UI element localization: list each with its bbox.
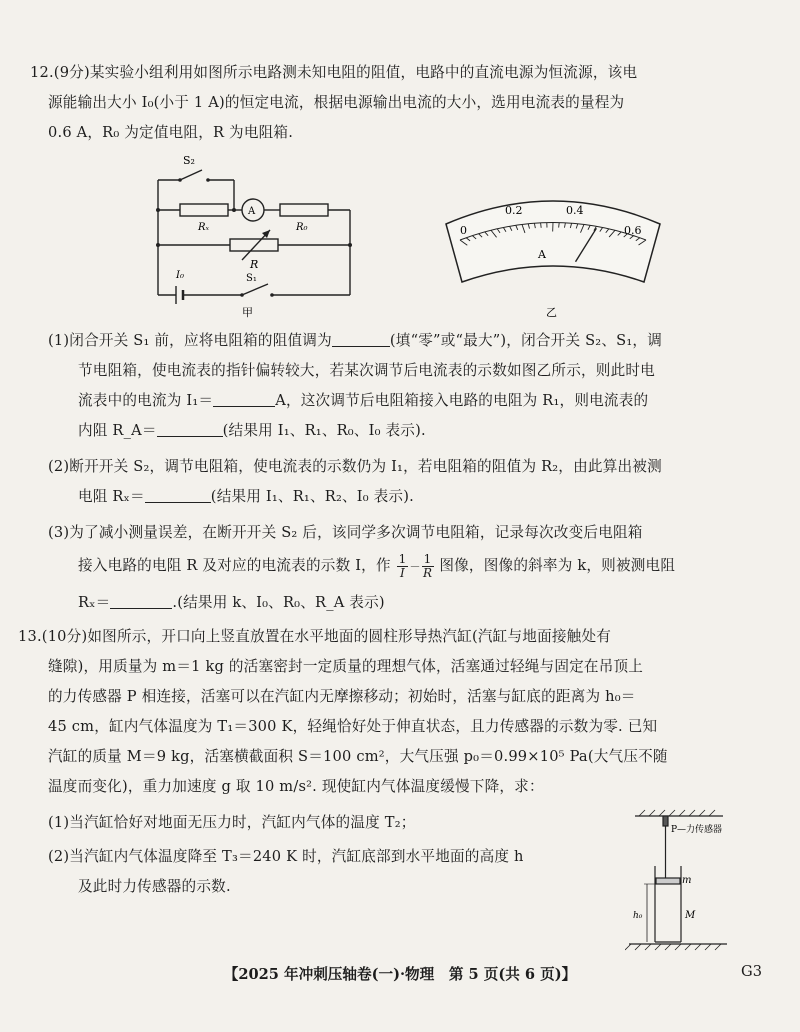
meter-tick-mark: [541, 223, 542, 228]
fraction-1-over-i: [397, 553, 409, 580]
frac-dash: －: [409, 560, 421, 573]
q12-part1-line-3: [78, 386, 772, 415]
frac2-num: 1: [423, 551, 432, 566]
answer-blank-3: [157, 422, 223, 437]
label-r: R: [250, 258, 259, 271]
label-s2: S₂: [183, 154, 195, 167]
label-p-sensor: P—力传感器: [671, 825, 723, 835]
q12-part2-line-2: [78, 482, 772, 511]
q12-stem-line-3: 0.6 A，R₀ 为定值电阻，R 为电阻箱.: [48, 124, 294, 141]
q12-part1-text-b: (填“零”或“最大”)，闭合开关 S₂、S₁，调: [389, 332, 662, 349]
q12-part1-text-f: (结果用 I₁、R₁、R₀、I₀ 表示).: [222, 422, 426, 439]
fraction-1-over-r: [422, 553, 434, 580]
q12-part3-line-1: (3)为了减小测量误差，在断开开关 S₂ 后，该同学多次调节电阻箱，记录每次改变后电阻箱: [48, 524, 643, 541]
q12-part2-text-b: (结果用 I₁、R₁、R₂、I₀ 表示).: [210, 488, 414, 505]
meter-unit: A: [538, 248, 546, 261]
q12-part1-line-4: [78, 416, 772, 445]
caption-yi: 乙: [546, 306, 557, 319]
q13-line-2: 缝隙)，用质量为 m＝1 kg 的活塞密封一定质量的理想气体，活塞通过轻绳与固定在吊顶上: [48, 658, 644, 675]
q12-part3-text-d: .(结果用 k、I₀、R₀、R_A 表示): [172, 594, 385, 611]
q12-stem-line-2: 源能输出大小 I₀(小于 1 A)的恒定电流，根据电源输出电流的大小，选用电流表的量程为: [48, 94, 625, 111]
meter-tick-2: 0.4: [566, 204, 584, 217]
meter-tick-3: 0.6: [624, 224, 642, 237]
label-cylinder-M: M: [685, 910, 696, 921]
meter-tick-mark: [559, 223, 560, 228]
q13-line-3: 的力传感器 P 相连接，活塞可以在汽缸内无摩擦移动；初始时，活塞与缸底的距离为 h₀＝: [48, 688, 636, 705]
label-s1: S₁: [246, 273, 257, 284]
paper-code: G3: [741, 963, 762, 980]
label-piston-m: m: [682, 875, 692, 886]
q13-line-4: 45 cm，缸内气体温度为 T₁＝300 K，轻绳恰好处于伸直状态，且力传感器的示数为零. 已知: [48, 718, 658, 735]
q13-sub-2: (2)当汽缸内气体温度降至 T₃＝240 K 时，汽缸底部到水平地面的高度 h: [48, 848, 524, 865]
q12-part2-text-a: 电阻 Rₓ＝: [78, 488, 145, 505]
caption-jia: 甲: [242, 306, 253, 319]
meter-tick-1: 0.2: [505, 204, 523, 217]
q12-part3-text-c: Rₓ＝: [78, 594, 111, 611]
q12-part1-line-2: 节电阻箱，使电流表的指针偏转较大，若某次调节后电流表的示数如图乙所示，则此时电: [78, 362, 655, 379]
answer-blank-4: [145, 488, 211, 503]
page-footer: 【2025 年冲刺压轴卷(一)·物理 第 5 页(共 6 页)】: [223, 966, 577, 983]
label-rx: Rₓ: [198, 222, 210, 233]
answer-blank-1: [332, 332, 390, 347]
frac1-num: 1: [398, 551, 407, 566]
q12-part1-line-1: [48, 326, 772, 355]
q13-line-6: 温度而变化)，重力加速度 g 取 10 m/s². 现使缸内气体温度缓慢下降，求：: [48, 778, 544, 795]
q12-part1-text-c: 流表中的电流为 I₁＝: [78, 392, 214, 409]
q13-sub-2b: 及此时力传感器的示数.: [78, 878, 231, 895]
q12-part1-text-e: 内阻 R_A＝: [78, 422, 157, 439]
q12-part3-text-a: 接入电路的电阻 R 及对应的电流表的示数 I，作: [78, 557, 391, 574]
q12-part1-text-a: (1)闭合开关 S₁ 前，应将电阻箱的阻值调为: [48, 332, 332, 349]
meter-tick-0: 0: [460, 224, 467, 237]
label-i0: I₀: [176, 270, 184, 281]
q12-part2-line-1: (2)断开开关 S₂，调节电阻箱，使电流表的示数仍为 I₁，若电阻箱的阻值为 R₂，由此算出被测: [48, 458, 662, 475]
frac2-den: R: [422, 565, 433, 580]
ammeter-dial: [438, 190, 668, 320]
answer-blank-5: [110, 594, 172, 609]
frac1-den: I: [400, 565, 405, 580]
q12-part3-line-2: [78, 551, 772, 581]
cylinder-figure: [625, 806, 775, 956]
q13-line-5: 汽缸的质量 M＝9 kg，活塞横截面积 S＝100 cm²，大气压强 p₀＝0.99×10⁵ Pa(大气压不随: [48, 748, 668, 765]
answer-blank-2: [213, 392, 275, 407]
circuit-diagram: [150, 150, 380, 320]
label-r0: R₀: [296, 222, 308, 233]
label-ammeter: A: [248, 206, 256, 217]
q13-sub-1: (1)当汽缸恰好对地面无压力时，汽缸内气体的温度 T₂；: [48, 814, 416, 831]
q12-part3-text-b: 图像，图像的斜率为 k，则被测电阻: [439, 557, 676, 574]
label-h0: h₀: [633, 911, 643, 921]
q12-part1-text-d: A，这次调节后电阻箱接入电路的电阻为 R₁，则电流表的: [275, 392, 649, 409]
q13-line-1: 13.(10分)如图所示，开口向上竖直放置在水平地面的圆柱形导热汽缸(汽缸与地面接触处有: [18, 628, 612, 645]
q12-stem-line-1: 12.(9分)某实验小组利用如图所示电路测未知电阻的阻值，电路中的直流电源为恒流源，该电: [30, 64, 638, 81]
q12-part3-line-3: [78, 588, 772, 617]
